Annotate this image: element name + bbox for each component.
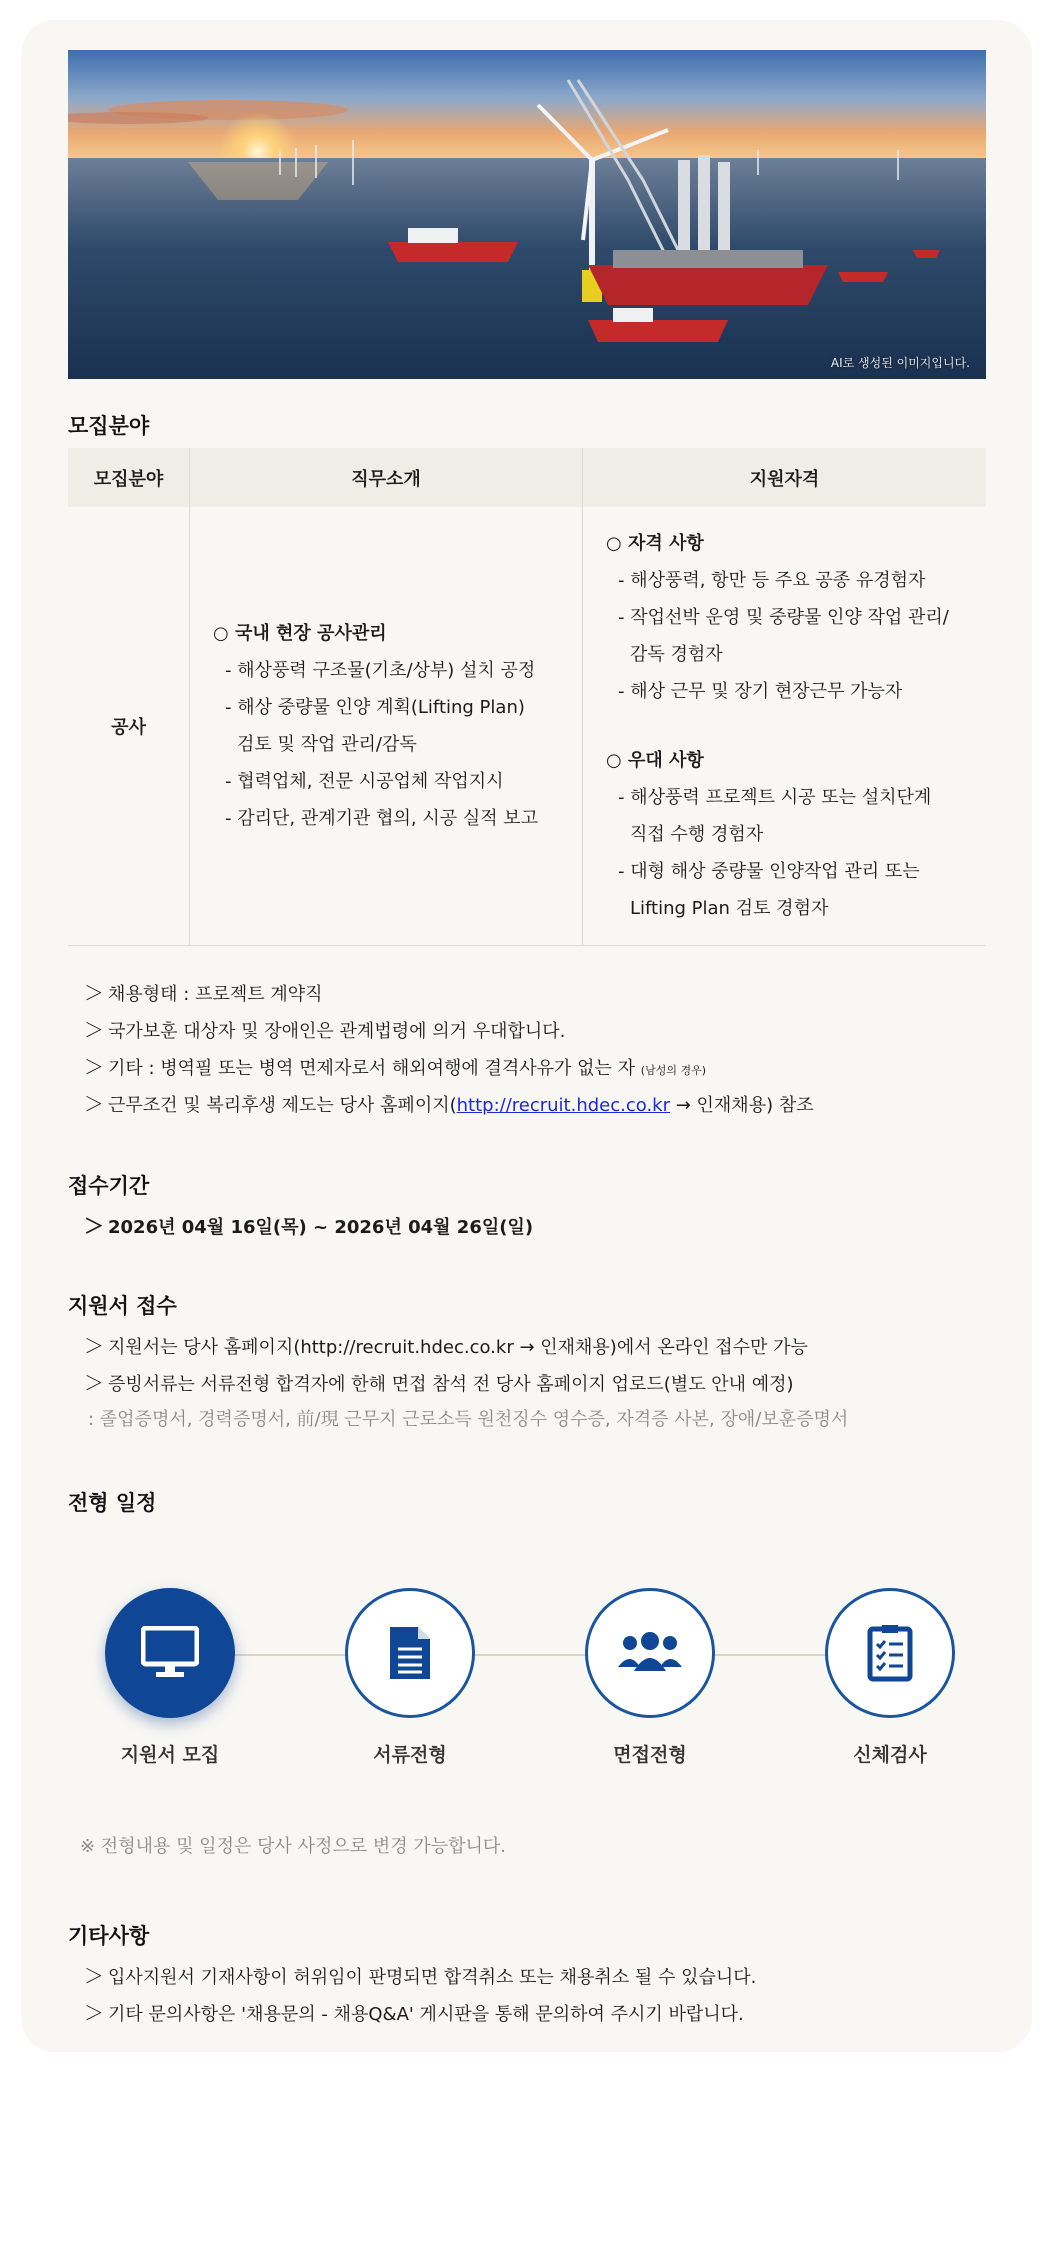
- recruit-section-title: 모집분야: [68, 414, 150, 438]
- monitor-icon: [141, 1626, 199, 1680]
- step-label: 서류전형: [373, 1744, 447, 1766]
- preferred-item: - 대형 해상 중량물 인양작업 관리 또는: [618, 861, 920, 882]
- schedule-note: ※ 전형내용 및 일정은 당사 사정으로 변경 가능합니다.: [80, 1836, 507, 1857]
- col-header-duty: 직무소개: [190, 448, 583, 507]
- step-label: 지원서 모집: [120, 1744, 220, 1766]
- required-item: - 해상풍력, 항만 등 주요 공종 유경험자: [618, 570, 926, 591]
- bullet-marker: ＞: [84, 1055, 104, 1079]
- bullet-marker: ＞: [84, 1371, 104, 1395]
- preferred-heading: ○ 우대 사항: [606, 750, 704, 771]
- col-header-qualification: 지원자격: [583, 448, 987, 507]
- duty-item: - 해상 중량물 인양 계획(Lifting Plan): [225, 697, 525, 718]
- preferred-item: - 해상풍력 프로젝트 시공 또는 설치단계: [618, 787, 932, 808]
- application-section-title: 지원서 접수: [68, 1294, 177, 1318]
- application-period: ＞ 2026년 04월 16일(목) ~ 2026년 04월 26일(일): [84, 1210, 533, 1239]
- preferred-item-continued: 직접 수행 경험자: [630, 824, 764, 845]
- required-heading: ○ 자격 사항: [606, 533, 704, 554]
- duty-cell: [190, 507, 583, 946]
- recruit-site-link[interactable]: http://recruit.hdec.co.kr: [456, 1095, 670, 1116]
- required-item: - 해상 근무 및 장기 현장근무 가능자: [618, 681, 903, 702]
- bullet-marker: ＞: [84, 981, 104, 1005]
- category-cell: 공사: [68, 507, 190, 946]
- step-document-screening: [345, 1588, 475, 1718]
- documents-line: ＞ 증빙서류는 서류전형 합격자에 한해 면접 참석 전 당사 홈페이지 업로드(별도 안내 예정): [84, 1367, 794, 1396]
- offshore-wind-illustration: [68, 50, 986, 379]
- military-note: ＞ 기타 : 병역필 또는 병역 면제자로서 해외여행에 결격사유가 없는 자 (남성의 경우): [84, 1051, 706, 1080]
- steps-connector: [170, 1654, 890, 1656]
- etc-section-title: 기타사항: [68, 1924, 150, 1948]
- duty-item: - 감리단, 관계기관 협의, 시공 실적 보고: [225, 808, 539, 829]
- duty-item: - 해상풍력 구조물(기초/상부) 설치 공정: [225, 660, 536, 681]
- checklist-icon: [867, 1624, 913, 1682]
- bullet-marker: ＞: [84, 1092, 104, 1116]
- etc-line: ＞ 입사지원서 기재사항이 허위임이 판명되면 합격취소 또는 채용취소 될 수 있습니다.: [84, 1960, 756, 1989]
- bullet-marker: ＞: [84, 1334, 104, 1358]
- duty-heading: ○ 국내 현장 공사관리: [213, 623, 387, 644]
- recruit-table: [68, 448, 986, 946]
- preferred-item-continued: Lifting Plan 검토 경험자: [630, 898, 829, 919]
- step-label: 신체검사: [853, 1744, 927, 1766]
- group-icon: [618, 1631, 682, 1675]
- qualification-cell: [583, 507, 987, 946]
- period-section-title: 접수기간: [68, 1174, 150, 1198]
- etc-line: ＞ 기타 문의사항은 '채용문의 - 채용Q&A' 게시판을 통해 문의하여 주시기 바랍니다.: [84, 1997, 744, 2026]
- step-medical-exam: [825, 1588, 955, 1718]
- step-label: 면접전형: [613, 1744, 687, 1766]
- bullet-marker: ＞: [84, 1964, 104, 1988]
- table-row: [68, 507, 986, 946]
- hero-image: [68, 50, 986, 379]
- military-note-small: (남성의 경우): [640, 1064, 706, 1077]
- veterans-note: ＞ 국가보훈 대상자 및 장애인은 관계법령에 의거 우대합니다.: [84, 1014, 565, 1043]
- step-interview: [585, 1588, 715, 1718]
- bullet-marker: ＞: [84, 2001, 104, 2025]
- ai-generated-note: AI로 생성된 이미지입니다.: [830, 356, 970, 370]
- bullet-marker: ＞: [84, 1214, 104, 1238]
- required-item-continued: 감독 경험자: [630, 644, 723, 665]
- welfare-note: ＞ 근무조건 및 복리후생 제도는 당사 홈페이지(http://recruit.hdec.co.kr → 인재채용) 참조: [84, 1088, 814, 1117]
- documents-list: : 졸업증명서, 경력증명서, 前/現 근무지 근로소득 원천징수 영수증, 자격증 사본, 장애/보훈증명서: [88, 1409, 849, 1430]
- schedule-section-title: 전형 일정: [68, 1491, 157, 1515]
- document-icon: [388, 1625, 432, 1681]
- table-header-row: [68, 448, 986, 507]
- step-application: [105, 1588, 235, 1718]
- duty-item: - 협력업체, 전문 시공업체 작업지시: [225, 771, 504, 792]
- employment-type-note: ＞ 채용형태 : 프로젝트 계약직: [84, 977, 323, 1006]
- required-item: - 작업선박 운영 및 중량물 인양 작업 관리/: [618, 607, 949, 628]
- application-line: ＞ 지원서는 당사 홈페이지(http://recruit.hdec.co.kr → 인재채용)에서 온라인 접수만 가능: [84, 1330, 808, 1359]
- duty-item-continued: 검토 및 작업 관리/감독: [237, 734, 417, 755]
- col-header-category: 모집분야: [68, 448, 190, 507]
- bullet-marker: ＞: [84, 1018, 104, 1042]
